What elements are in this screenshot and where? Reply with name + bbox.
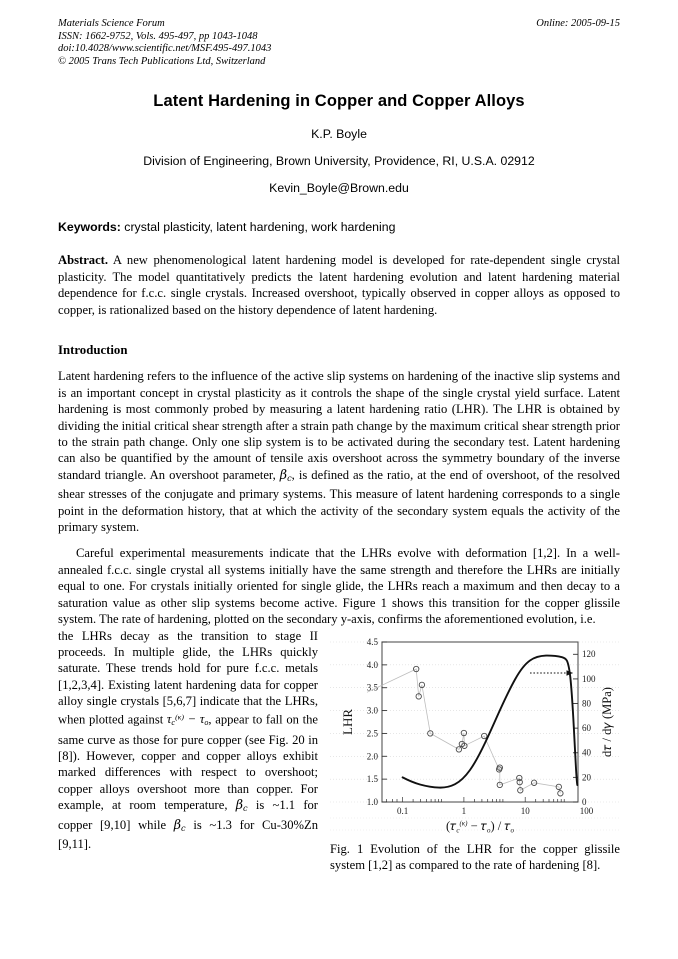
intro-paragraph-1-part-a: Latent hardening refers to the influence of the active slip systems on hardening of the inactive slip systems and is an important concept in crystal plasticity as it controls the shape of the single crystal yield surface. Latent hardening is most commonly probed by measuring a latent hardening ratio (LHR). The LHR is obtained by dividing the initial critical shear strength after a strain path change by the maximum critical shear strength prior to the strain path change. Only one slip system is to be activated during the secondary test. Latent hardening can also be quantified by the amount of tensile axis overshoot across the symmetry boundary of the inverse standard triangle. An overshoot parameter, [58,369,620,482]
beta-c-symbol-3: $\beta_c$ [173,816,186,833]
keywords-line [58,220,620,234]
svg-text:60: 60 [582,722,591,733]
svg-text:80: 80 [582,697,591,708]
svg-text:40: 40 [582,747,591,758]
journal-header [58,18,620,68]
chart-x-axis-labels [397,806,594,816]
beta-c-symbol-2: $\beta_c$ [235,797,248,814]
keywords-label: Keywords: [58,220,121,235]
svg-text:4.0: 4.0 [366,659,378,670]
abstract-block [58,252,620,318]
intro-paragraph-3-part-a: the LHRs decay as the transition to stage II proceeds. In multiple glide, the LHRs quickly saturate. These trends hold for pure f.c.c. metals [1,2,3,4]. Existing latent hardening data for copper alloy single crystals [5,6,7] indicate that the LHRs, when plotted against [58,628,318,727]
tau-c-kappa-minus-tau-o-symbol: $\tau_c^{(\kappa)} - \tau_o$ [166,712,209,728]
online-date: Online: 2005-09-15 [536,18,620,29]
beta-c-symbol-1: $\beta_c$ [279,466,292,483]
svg-text:100: 100 [582,673,596,684]
lhr-hardening-chart [330,630,620,835]
abstract-label: Abstract. [58,253,109,268]
section-heading-introduction: Introduction [58,343,128,358]
svg-text:20: 20 [582,771,591,782]
svg-text:4.5: 4.5 [366,636,378,647]
issn-line: ISSN: 1662-9752, Vols. 495-497, pp 1043-1048 [58,30,258,42]
figure-and-text-wrap [58,628,620,874]
author-name: K.P. Boyle [311,127,367,142]
svg-text:0.1: 0.1 [396,805,409,816]
paper-title: Latent Hardening in Copper and Copper Alloys [153,92,525,111]
intro-paragraph-3-part-c: is ~1.1 for copper [9,10] while [58,798,318,832]
chart-right-axis-labels [582,649,596,807]
chart-x-axis-minor-ticks [387,797,565,802]
svg-text:1: 1 [461,805,467,816]
chart-xlabel [446,819,514,835]
svg-text:2.5: 2.5 [366,727,378,738]
svg-text:(𝜏c(κ) − 𝜏o) / 𝜏o: (𝜏$_c^{(\kappa)}$ − 𝜏$_o$) / 𝜏$_o$ [446,818,514,835]
author-affiliation: Division of Engineering, Brown University, Providence, RI, U.S.A. 02912 [143,154,535,169]
doi-line: doi:10.4028/www.scientific.net/MSF.495-497.1043 [58,43,272,55]
intro-paragraph-3-part-d: is ~1.3 for Cu-30%Zn [9,11]. [58,817,318,852]
lhr-data-points [414,666,564,796]
svg-text:0: 0 [582,796,587,807]
svg-text:10: 10 [520,805,530,816]
chart-left-axis-labels [367,637,379,807]
copyright-line: © 2005 Trans Tech Publications Ltd, Switzerland [58,55,266,67]
keywords-value: crystal plasticity, latent hardening, work hardening [124,220,396,235]
journal-name: Materials Science Forum [58,18,165,29]
svg-text:3.5: 3.5 [366,682,378,693]
figure-1 [330,630,620,874]
intro-paragraph-2: Careful experimental measurements indicate that the LHRs evolve with deformation [1,2]. In a well-annealed f.c.c. single crystal all systems initially have the same strength and therefore the LHRs are initially equal to one. For crystals initially oriented for single glide, the LHRs reach a maximum and then decay to a saturation value as other slip systems become active. Figure 1 shows this transition for the copper glissile system. The rate of hardening, plotted on the secondary y-axis, confirms the aforementioned evolution, i.e. [58,546,620,627]
chart-y2label-hardening-rate: d𝜏 / d𝛾 (MPa) [600,686,614,757]
chart-plot-frame [382,642,578,802]
author-email: Kevin_Boyle@Brown.edu [269,181,409,196]
figure-caption: Fig. 1 Evolution of the LHR for the copper glissile system [1,2] as compared to the rate of hardening [8]. [330,841,620,872]
svg-text:120: 120 [582,648,596,659]
svg-text:1.5: 1.5 [366,773,378,784]
svg-text:100: 100 [579,805,594,816]
svg-text:1.0: 1.0 [366,796,378,807]
chart-svg [330,630,620,835]
chart-left-axis-ticks [382,642,387,802]
svg-text:2.0: 2.0 [366,750,378,761]
intro-paragraph-1 [58,368,620,535]
chart-ylabel-lhr: LHR [340,708,355,735]
intro-paragraph-3-part-b: , appear to fall on the same curve as those for pure copper (see Fig. 20 in [8]). However, copper and copper alloys exhibit marked differences with respect to overshoot; copper alloys overshoot more than copper. For example, at room temperature, [58,712,318,813]
hardening-rate-curve [403,655,578,787]
intro-paragraph-1-part-b: , is defined as the ratio, at the end of overshoot, of the resolved shear stresses of the conjugate and primary systems. This measure of latent hardening corresponds to a single point in the deformation history, that at which the activity of the secondary system equals the activity of the primary system. [58,467,620,535]
svg-text:3.0: 3.0 [366,705,378,716]
hardening-rate-arrow-annotation [530,670,573,676]
abstract-text: A new phenomenological latent hardening model is developed for rate-dependent single crystal plasticity. The model quantitatively predicts the latent hardening evolution and latent hardening material dependence for f.c.c. single crystals. Increased overshoot, typically observed in copper alloys as opposed to copper, is rationalized based on the history dependence of latent hardening. [58,253,620,317]
page-content [58,18,620,873]
